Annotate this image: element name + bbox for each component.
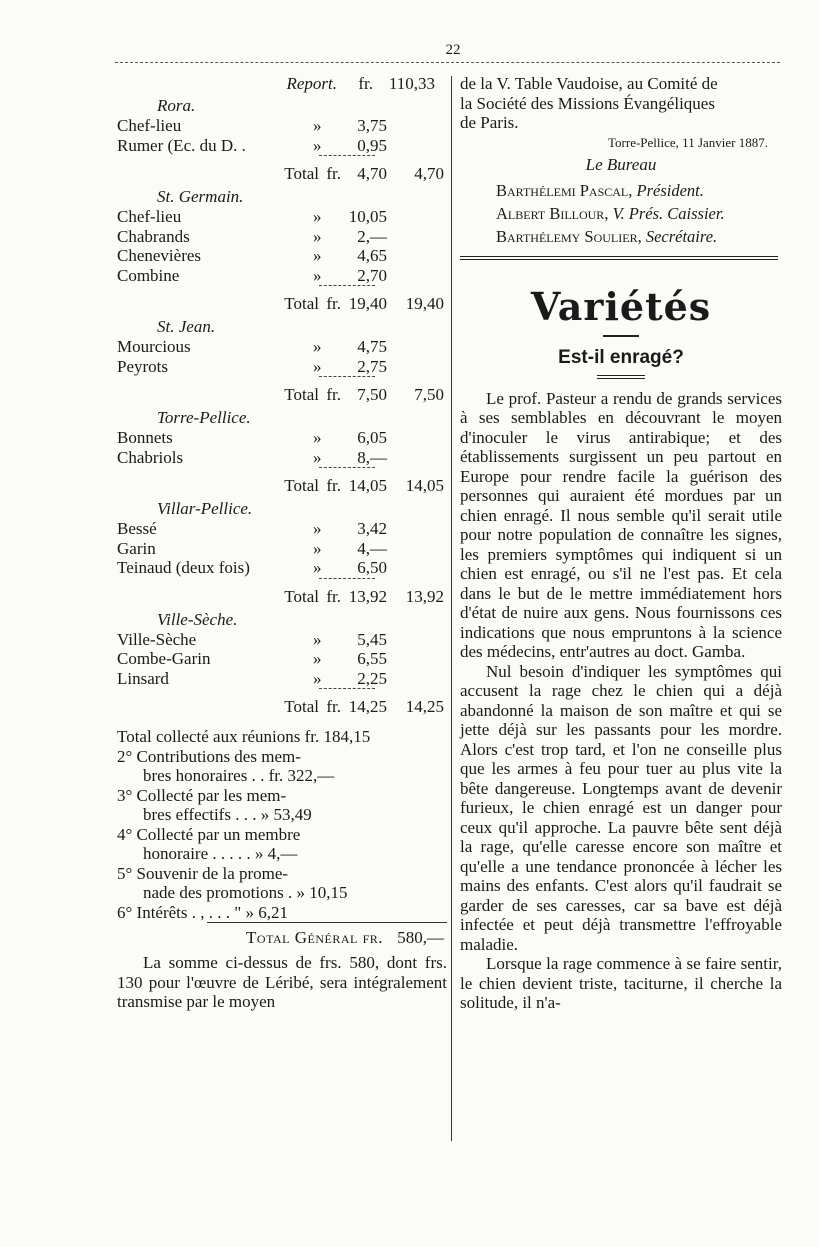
- signature-line: [460, 225, 782, 248]
- section-title: Ville-Sèche.: [157, 609, 238, 629]
- section-total-carried: 4,70: [414, 164, 444, 183]
- row-separator: »: [313, 116, 322, 135]
- closing-text: La somme ci-dessus de frs. 580, dont frs. 130 pour l'œuvre de Léribé, sera intégralement transmise par le moyen: [117, 953, 447, 1011]
- signatory-name: Barthélemy Soulier,: [496, 226, 642, 246]
- summary-line: 3° Collecté par les mem-: [117, 785, 287, 805]
- section-title: St. Jean.: [157, 317, 216, 336]
- donor-name: Peyrots: [117, 356, 168, 376]
- donation-row: [117, 337, 447, 357]
- donor-name: Garin: [117, 538, 156, 558]
- donation-amount: 8,—: [357, 447, 387, 467]
- donation-row: [117, 539, 447, 559]
- section-total-amount: 19,40: [348, 294, 387, 313]
- donation-row: [117, 116, 447, 136]
- donor-name: Chabrands: [117, 226, 190, 246]
- donation-amount: 2,70: [357, 265, 387, 285]
- section-total-carried: 19,40: [405, 294, 444, 313]
- section-total-amount: 4,70: [357, 164, 387, 183]
- column-divider: [451, 76, 452, 1141]
- row-separator: »: [313, 428, 322, 447]
- donation-sections: [117, 95, 447, 719]
- headline-rule: [597, 375, 645, 379]
- short-rule: [603, 335, 639, 337]
- donation-amount: 4,—: [357, 538, 387, 558]
- donor-name: Rumer (Ec. du D. .: [117, 135, 246, 155]
- grand-total-label: Total Général fr.: [246, 928, 383, 947]
- section-total-amount: 7,50: [357, 385, 387, 404]
- summary-item: [117, 747, 447, 786]
- summary-line: 2° Contributions des mem-: [117, 746, 301, 766]
- summary-item: [117, 864, 447, 903]
- section-title: Villar-Pellice.: [157, 499, 253, 518]
- signatory-name: Barthélemi Pascal,: [496, 180, 633, 200]
- total-fr: fr.: [326, 586, 341, 606]
- donor-name: Bonnets: [117, 428, 173, 447]
- donation-amount: 3,42: [357, 519, 387, 538]
- donation-amount: 6,05: [357, 428, 387, 447]
- summary-item: [117, 786, 447, 825]
- donation-amount: 4,65: [357, 246, 387, 265]
- section-total-carried: 7,50: [414, 385, 444, 404]
- summary-line-continued: honoraire . . . . . » 4,—: [143, 844, 298, 863]
- donation-amount: 2,—: [357, 226, 387, 246]
- donation-row: [117, 630, 447, 650]
- donor-name: Chef-lieu: [117, 116, 182, 135]
- summary-line: Total collecté aux réunions fr. 184,15: [117, 727, 371, 746]
- total-label: Total: [284, 294, 319, 313]
- donation-row: [117, 136, 447, 156]
- donor-name: Linsard: [117, 668, 169, 688]
- donation-amount: 10,05: [348, 207, 387, 226]
- section-title: Rora.: [157, 96, 196, 115]
- section-total-carried: 14,05: [405, 476, 444, 495]
- total-fr: fr.: [326, 294, 341, 313]
- section-total: [117, 694, 447, 719]
- donation-row: [117, 227, 447, 247]
- donation-row: [117, 266, 447, 286]
- row-separator: »: [313, 649, 322, 668]
- section-total-amount: 14,05: [348, 476, 387, 495]
- closing-paragraph: [117, 953, 447, 1012]
- donor-name: Mourcious: [117, 337, 191, 356]
- row-separator: »: [313, 207, 322, 226]
- article-body: [460, 389, 782, 1013]
- donor-name: Chabriols: [117, 447, 184, 467]
- article-paragraph: Lorsque la rage commence à se faire sentir, le chien devient triste, taciturne, il cherche la solitude, il n'a-: [460, 954, 782, 1012]
- section-total-carried: 13,92: [405, 586, 444, 606]
- section-total-carried: 14,25: [405, 697, 444, 716]
- signatory-name: Albert Billour,: [496, 203, 609, 223]
- signature-line: [460, 179, 782, 202]
- donor-name: Combe-Garin: [117, 649, 211, 668]
- donation-row: [117, 246, 447, 266]
- donor-name: Ville-Sèche: [117, 629, 197, 649]
- summary-line: 6° Intérêts . , . . . " » 6,21: [117, 902, 288, 922]
- signatures: [460, 179, 782, 248]
- section-total: [117, 473, 447, 498]
- donation-amount: 6,55: [357, 649, 387, 668]
- donation-amount: 0,95: [357, 135, 387, 155]
- section-total-amount: 14,25: [348, 697, 387, 716]
- section-title: St. Germain.: [157, 187, 244, 206]
- summary-item: [117, 903, 447, 923]
- donor-name: Chenevières: [117, 246, 202, 265]
- section-title: Torre-Pellice.: [157, 408, 251, 427]
- row-separator: »: [313, 447, 322, 467]
- summary-line-continued: bres honoraires . . fr. 322,—: [143, 766, 335, 785]
- section-title: Variétés: [530, 283, 712, 329]
- donation-row: [117, 428, 447, 448]
- summary-line: 4° Collecté par un membre: [117, 824, 301, 844]
- row-separator: »: [313, 226, 322, 246]
- section-total: [117, 584, 447, 609]
- donation-amount: 6,50: [357, 558, 387, 577]
- total-label: Total: [284, 385, 319, 404]
- row-separator: »: [313, 629, 322, 649]
- summary-line: 5° Souvenir de la prome-: [117, 863, 289, 883]
- total-fr: fr.: [326, 476, 341, 495]
- row-separator: »: [313, 356, 322, 376]
- donor-name: Combine: [117, 265, 180, 285]
- row-separator: »: [313, 538, 322, 558]
- section-total: [117, 291, 447, 316]
- total-label: Total: [284, 586, 319, 606]
- bureau-heading: Le Bureau: [585, 154, 657, 174]
- grand-total-amount: 580,—: [397, 928, 444, 947]
- signatory-role: Président.: [636, 180, 704, 200]
- page-number: 22: [436, 42, 470, 59]
- total-fr: fr.: [326, 385, 341, 404]
- donation-amount: 2,75: [357, 356, 387, 376]
- total-fr: fr.: [326, 164, 341, 183]
- donation-amount: 4,75: [357, 337, 387, 356]
- row-separator: »: [313, 668, 322, 688]
- row-separator: »: [313, 246, 322, 265]
- intro-line: de Paris.: [460, 113, 519, 132]
- donor-name: Chef-lieu: [117, 207, 182, 226]
- article-paragraph: Le prof. Pasteur a rendu de grands services à ses semblables en découvrant le moyen d'inoculer le virus antirabique; et des établissements surgissent un peu partout en Europe pour rendre facile la guérison des personnes qui auraient été mordues par un chien enragé. Il nous semble qu'il serait utile pour notre population de connaître les signes, les premiers symptômes qui indiquent si un chien est enragé, ou s'il ne l'est pas. Et cela dans le but de le mettre immédiatement hors d'état de nuire aux gens. Nous fournissons ces indications que nous empruntons à la science des médecins, entr'autres au doct. Gamba.: [460, 388, 782, 661]
- donor-name: Teinaud (deux fois): [117, 558, 250, 577]
- summary-line-continued: nade des promotions . » 10,15: [143, 883, 348, 902]
- left-column: [117, 74, 447, 1012]
- donation-amount: 3,75: [357, 116, 387, 135]
- signatory-role: V. Prés. Caissier.: [612, 203, 725, 223]
- donation-amount: 5,45: [357, 629, 387, 649]
- donation-row: [117, 558, 447, 578]
- total-label: Total: [284, 697, 319, 716]
- right-column: [460, 74, 782, 1013]
- grand-total: [117, 923, 447, 953]
- intro-line: la Société des Missions Évangéliques: [460, 93, 715, 113]
- row-separator: »: [313, 337, 322, 356]
- article-headline: Est-il enragé?: [558, 346, 684, 368]
- summary-item: [117, 727, 447, 747]
- donation-row: [117, 649, 447, 669]
- total-label: Total: [284, 476, 319, 495]
- summary-list: [117, 727, 447, 922]
- report-fr: fr.: [358, 74, 373, 93]
- place-date: Torre-Pellice, 11 Janvier 1887.: [608, 134, 768, 150]
- double-rule: [460, 256, 778, 260]
- summary-line-continued: bres effectifs . . . » 53,49: [143, 805, 312, 824]
- intro-line: de la V. Table Vaudoise, au Comité de: [460, 74, 718, 93]
- donation-row: [117, 357, 447, 377]
- row-separator: »: [313, 558, 322, 577]
- donor-name: Bessé: [117, 519, 157, 538]
- signature-line: [460, 202, 782, 225]
- donation-amount: 2,25: [357, 668, 387, 688]
- donation-row: [117, 669, 447, 689]
- section-total: [117, 382, 447, 407]
- row-separator: »: [313, 265, 322, 285]
- total-label: Total: [284, 164, 319, 183]
- report-line: [117, 74, 447, 95]
- donation-row: [117, 519, 447, 539]
- total-fr: fr.: [326, 697, 341, 716]
- row-separator: »: [313, 135, 322, 155]
- intro-lines: [460, 74, 782, 133]
- row-separator: »: [313, 519, 322, 538]
- donation-row: [117, 207, 447, 227]
- donation-row: [117, 448, 447, 468]
- summary-item: [117, 825, 447, 864]
- article-paragraph: Nul besoin d'indiquer les symptômes qui accusent la rage chez le chien qui a déjà abandonné la maison de son maître et qui se jette déjà sur les passants pour les mordre. Alors c'est trop tard, et l'on ne conseille plus que les armes à feu pour tuer au plus vite la bête dangereuse. Longtemps avant de devenir furieux, le chien enragé est un danger pour ceux qu'il approche. La pauvre bête sent déjà la rage, qu'elle caresse encore son maître et qu'elle a une tendance prononcée à lécher les mains des enfants. C'est alors qu'il faudrait se garder de ses caresses, car sa bave est déjà infectée et peut déjà transmettre l'effroyable maladie.: [460, 661, 782, 954]
- report-label: Report.: [286, 74, 337, 93]
- signatory-role: Secrétaire.: [645, 226, 718, 246]
- report-amount: 110,33: [388, 74, 435, 93]
- section-total: [117, 161, 447, 186]
- section-total-amount: 13,92: [348, 586, 387, 606]
